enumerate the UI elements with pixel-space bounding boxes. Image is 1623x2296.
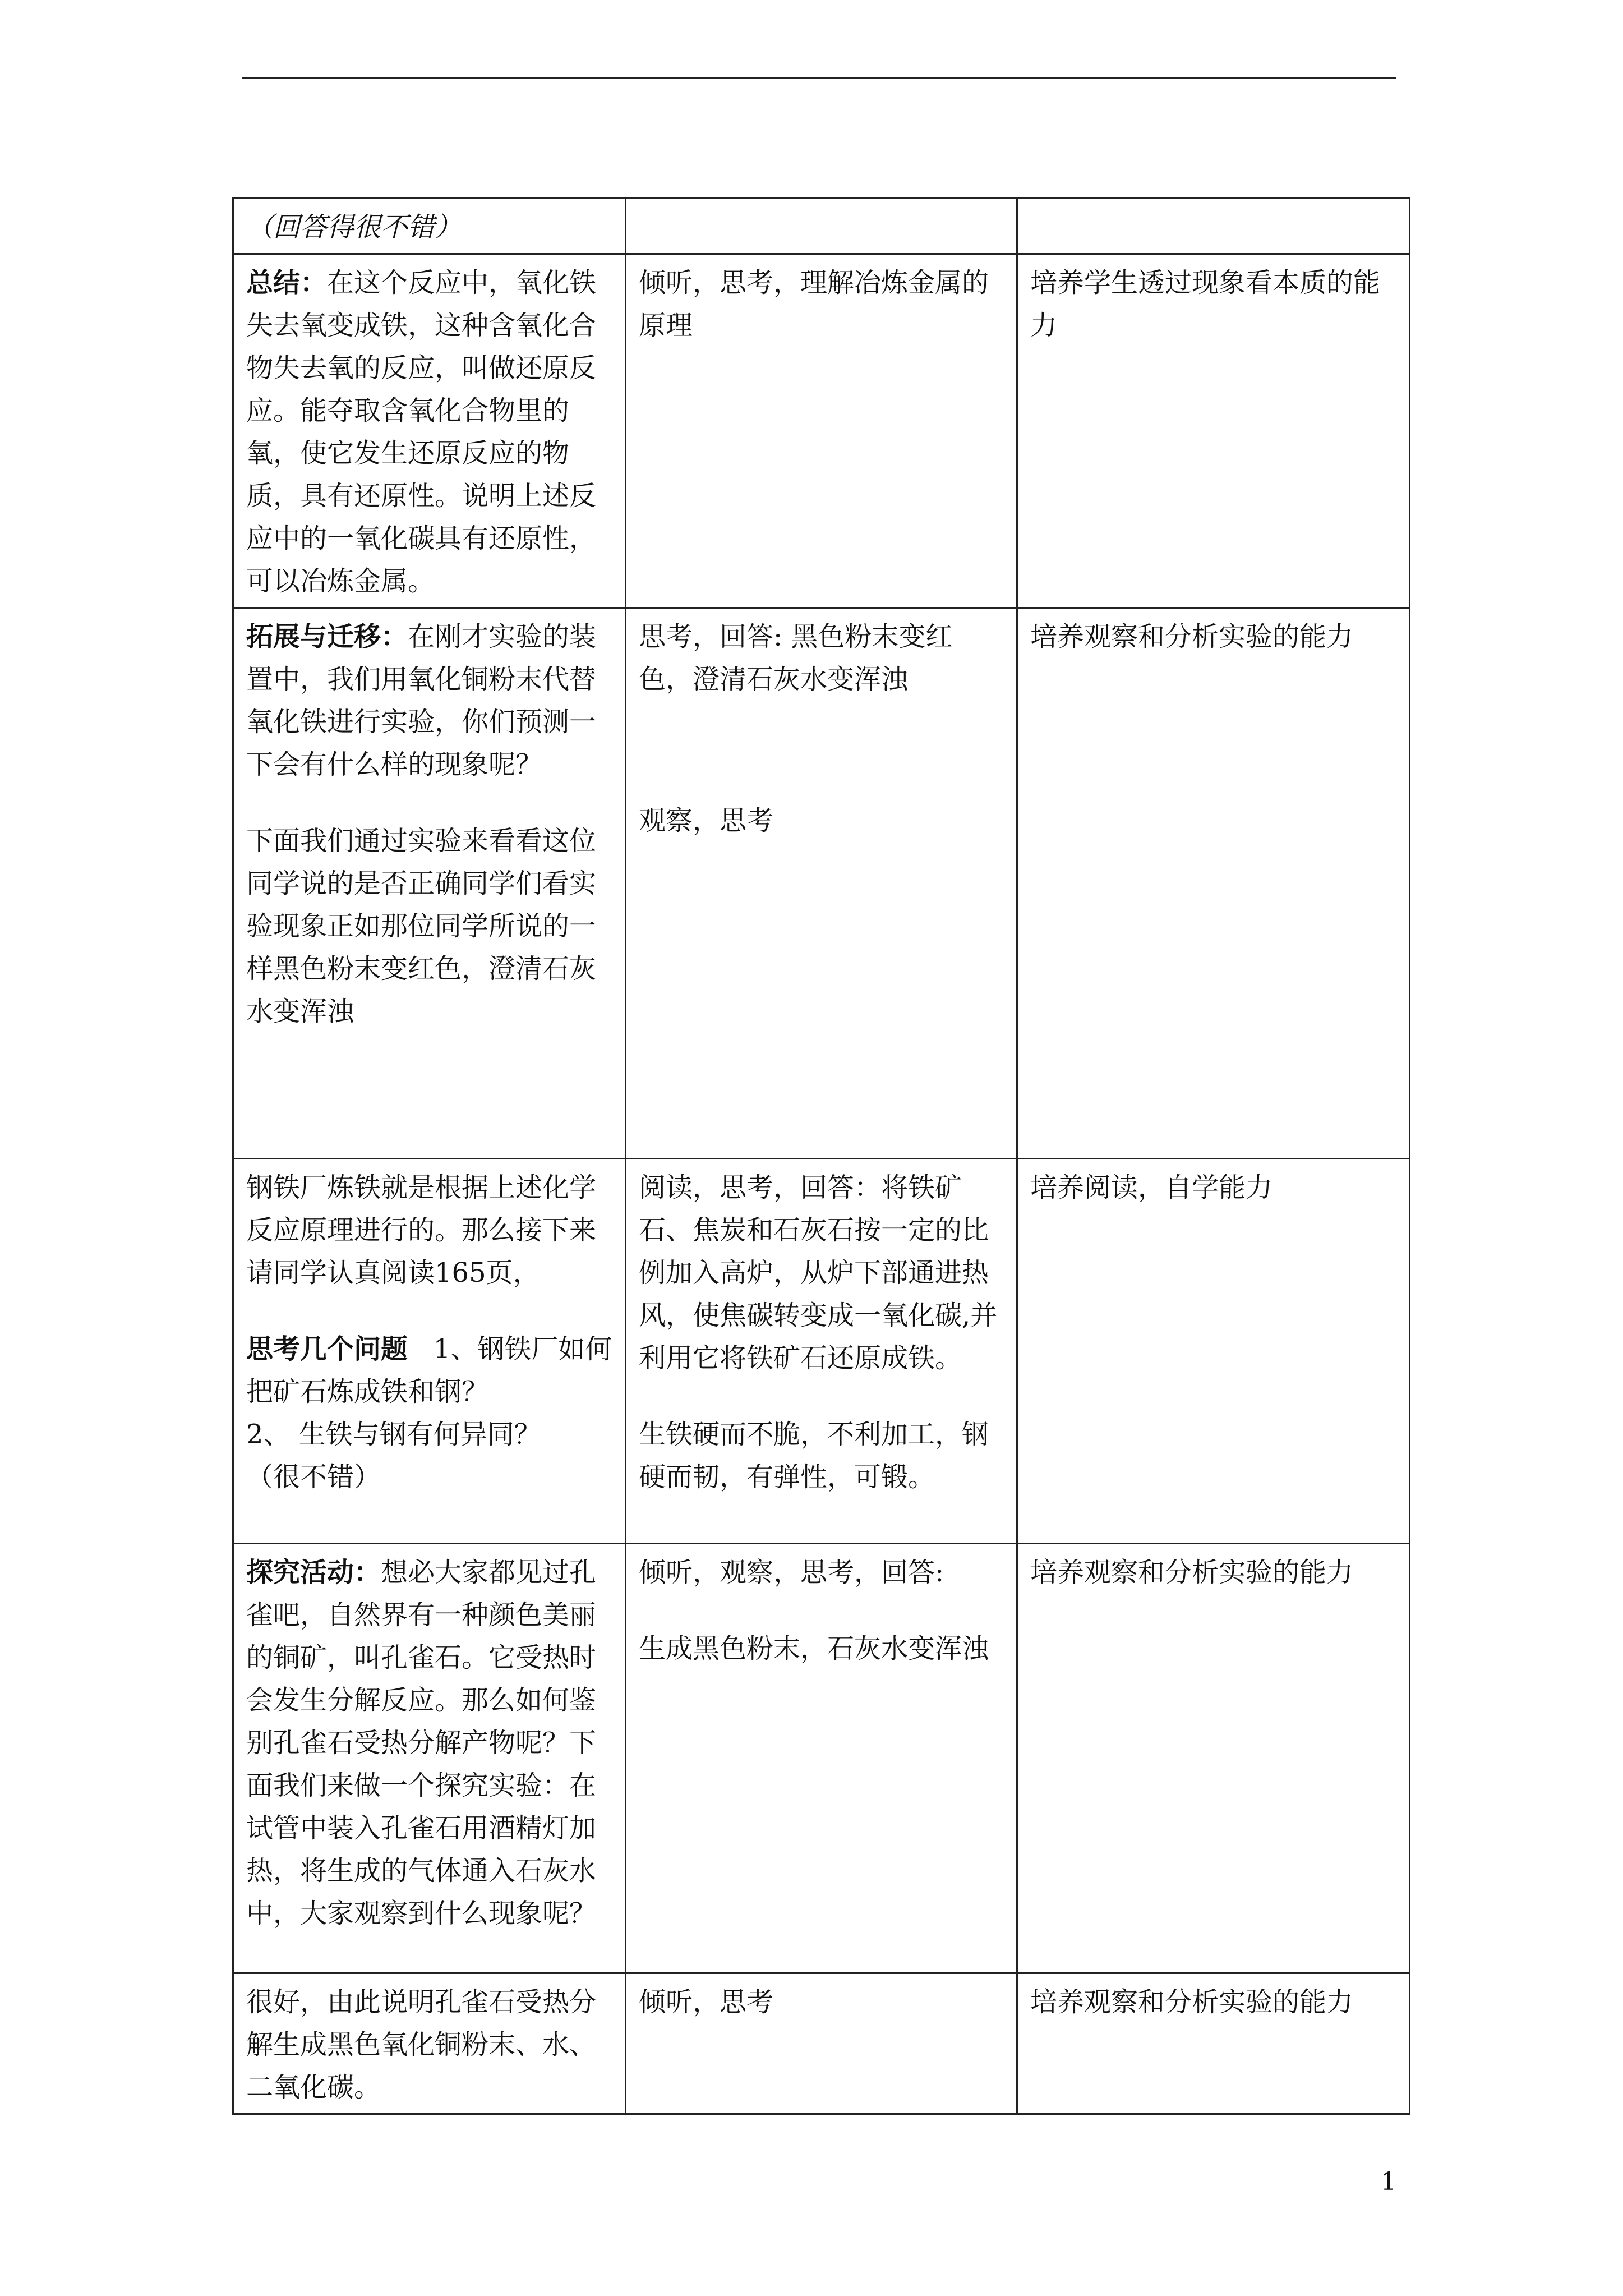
spacer — [246, 786, 612, 820]
teacher-text: 1、钢铁厂如何把矿石炼成铁和钢？ — [246, 1333, 612, 1407]
section-label: 思考几个问题 — [246, 1333, 408, 1365]
student-text: 倾听，观察，思考，回答: — [639, 1557, 944, 1588]
student-text: 思考，回答: 黑色粉末变红色，澄清石灰水变浑浊 — [639, 621, 953, 695]
purpose-text: 培养阅读，自学能力 — [1030, 1172, 1273, 1203]
purpose-cell — [1017, 254, 1410, 608]
spacer — [639, 1594, 1004, 1627]
student-text: 倾听，思考 — [639, 1986, 774, 2018]
teacher-cell — [233, 254, 626, 608]
purpose-cell — [1017, 199, 1410, 254]
teacher-cell — [233, 1159, 626, 1544]
table-row — [233, 1159, 1410, 1544]
purpose-text: 培养观察和分析实验的能力 — [1030, 1557, 1354, 1588]
student-text: 生成黑色粉末，石灰水变浑浊 — [639, 1633, 989, 1664]
table-row — [233, 608, 1410, 1159]
student-text: 生铁硬而不脆，不利加工，钢硬而韧，有弹性，可锻。 — [639, 1419, 989, 1493]
student-text: 观察，思考 — [639, 805, 774, 836]
section-label: 探究活动： — [246, 1557, 381, 1588]
section-label: 总结： — [246, 267, 328, 298]
header-rule — [242, 77, 1396, 79]
purpose-cell — [1017, 1544, 1410, 1973]
page-number: 1 — [1381, 2168, 1396, 2196]
section-label: 拓展与迁移： — [246, 621, 408, 652]
table-row — [233, 199, 1410, 254]
teacher-text: 钢铁厂炼铁就是根据上述化学反应原理进行的。那么接下来请同学认真阅读165页， — [246, 1172, 597, 1289]
teacher-cell — [233, 608, 626, 1159]
teacher-text: 下面我们通过实验来看看这位同学说的是否正确同学们看实验现象正如那位同学所说的一样黑色粉末变红色，澄清石灰水变浑浊 — [246, 825, 597, 1027]
teacher-text: （很不错） — [246, 1461, 381, 1493]
student-cell — [626, 1159, 1017, 1544]
student-cell — [626, 1973, 1017, 2114]
teacher-text: 想必大家都见过孔雀吧，自然界有一种颜色美丽的铜矿，叫孔雀石。它受热时会发生分解反应。那么如何鉴别孔雀石受热分解产物呢？下面我们来做一个探究实验：在试管中装入孔雀石用酒精灯加热，将生成的气体通入石灰水中，大家观察到什么现象呢？ — [246, 1557, 597, 1929]
spacer — [639, 701, 1004, 799]
spacer — [246, 1294, 612, 1328]
teacher-cell — [233, 1973, 626, 2114]
student-cell — [626, 608, 1017, 1159]
purpose-text: 培养学生透过现象看本质的能力 — [1030, 267, 1381, 341]
table-row — [233, 1973, 1410, 2114]
teacher-text: 2、 生铁与钢有何异同？ — [246, 1419, 541, 1450]
student-cell — [626, 199, 1017, 254]
teacher-text: 很好，由此说明孔雀石受热分解生成黑色氧化铜粉末、水、二氧化碳。 — [246, 1986, 597, 2103]
spacer — [639, 1379, 1004, 1413]
student-text: 阅读，思考，回答：将铁矿石、焦炭和石灰石按一定的比例加入高炉，从炉下部通进热风，使焦碳转变成一氧化碳,并利用它将铁矿石还原成铁。 — [639, 1172, 998, 1374]
purpose-cell — [1017, 608, 1410, 1159]
purpose-cell — [1017, 1159, 1410, 1544]
teacher-cell — [233, 199, 626, 254]
teacher-text: （回答得很不错） — [246, 211, 462, 243]
lesson-plan-table — [232, 197, 1410, 2115]
teacher-text: 在刚才实验的装置中，我们用氧化铜粉末代替氧化铁进行实验，你们预测一下会有什么样的现象呢？ — [246, 621, 597, 780]
student-cell — [626, 254, 1017, 608]
purpose-text: 培养观察和分析实验的能力 — [1030, 1986, 1354, 2018]
purpose-text: 培养观察和分析实验的能力 — [1030, 621, 1354, 652]
teacher-text: 在这个反应中，氧化铁失去氧变成铁，这种含氧化合物失去氧的反应，叫做还原反应。能夺取含氧化合物里的氧，使它发生还原反应的物质，具有还原性。说明上述反应中的一氧化碳具有还原性，可以冶炼金属。 — [246, 267, 597, 597]
student-cell — [626, 1544, 1017, 1973]
table-row — [233, 1544, 1410, 1973]
student-text: 倾听，思考，理解冶炼金属的原理 — [639, 267, 989, 341]
purpose-cell — [1017, 1973, 1410, 2114]
teacher-cell — [233, 1544, 626, 1973]
table-row — [233, 254, 1410, 608]
